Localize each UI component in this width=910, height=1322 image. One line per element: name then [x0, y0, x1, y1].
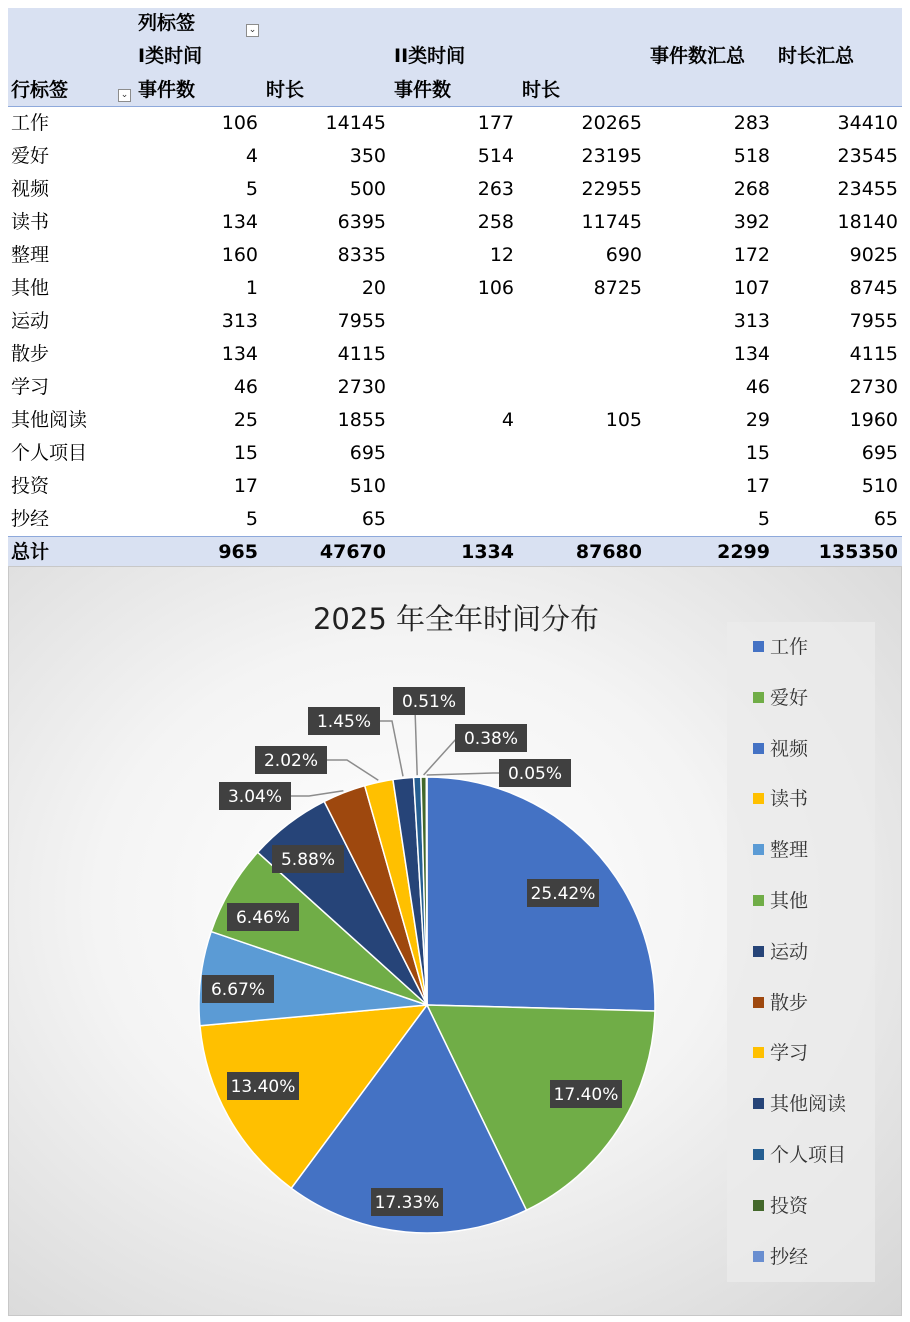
- cell-e1: 15: [233, 442, 258, 464]
- cell-e1: 25: [233, 409, 258, 431]
- legend-swatch: [753, 1098, 764, 1109]
- cell-dt: 23455: [837, 178, 898, 200]
- column-filter-dropdown-icon[interactable]: ⌄: [246, 24, 259, 37]
- data-label: [255, 746, 327, 774]
- legend-item[interactable]: [753, 632, 808, 660]
- data-label: [455, 724, 527, 752]
- cell-dt: 18140: [837, 211, 898, 233]
- legend-swatch: [753, 692, 764, 703]
- row-label: 爱好: [11, 145, 50, 167]
- leader-line: [289, 791, 343, 796]
- cell-et: 268: [733, 178, 770, 200]
- total-d2: 87680: [575, 541, 642, 563]
- legend-swatch: [753, 997, 764, 1008]
- legend-swatch: [753, 743, 764, 754]
- group2-header: II类时间: [394, 45, 466, 67]
- total-d1: 47670: [319, 541, 386, 563]
- pivot-row[interactable]: [8, 338, 902, 371]
- data-label: [227, 903, 299, 931]
- cell-dt: 34410: [837, 112, 898, 134]
- data-label-text: 3.04%: [227, 787, 283, 807]
- row-label: 个人项目: [11, 442, 88, 464]
- legend-item[interactable]: [753, 835, 808, 863]
- cell-e1: 313: [221, 310, 258, 332]
- legend-item[interactable]: [753, 1191, 808, 1219]
- cell-e1: 5: [245, 508, 258, 530]
- legend-item[interactable]: [753, 1140, 846, 1168]
- pivot-row[interactable]: [8, 503, 902, 536]
- row-label: 抄经: [11, 508, 50, 530]
- legend-label: 投资: [770, 1194, 809, 1217]
- column-labels-header: 列标签: [138, 12, 196, 34]
- legend-item[interactable]: [753, 1242, 808, 1270]
- row-label: 投资: [11, 475, 50, 497]
- cell-d2: 8725: [593, 277, 642, 299]
- data-label: [527, 879, 599, 907]
- leader-line: [424, 738, 457, 775]
- total-et: 2299: [717, 541, 770, 563]
- pie-slice[interactable]: [426, 777, 427, 1005]
- cell-e2: 514: [477, 145, 514, 167]
- pivot-table: [8, 8, 902, 568]
- cell-e1: 17: [233, 475, 258, 497]
- cell-d2: 22955: [581, 178, 642, 200]
- legend-swatch: [753, 793, 764, 804]
- cell-d1: 20: [361, 277, 386, 299]
- pivot-header: [8, 8, 902, 107]
- cell-d2: 105: [605, 409, 642, 431]
- cell-et: 392: [733, 211, 770, 233]
- pivot-row[interactable]: [8, 107, 902, 140]
- pivot-row[interactable]: [8, 206, 902, 239]
- legend-item[interactable]: [753, 937, 808, 965]
- cell-e2: 263: [477, 178, 514, 200]
- cell-d2: 20265: [581, 112, 642, 134]
- cell-e1: 4: [245, 145, 258, 167]
- cell-e1: 134: [221, 343, 258, 365]
- cell-d1: 14145: [325, 112, 386, 134]
- pivot-row[interactable]: [8, 305, 902, 338]
- cell-d1: 7955: [337, 310, 386, 332]
- legend-label: 爱好: [770, 686, 809, 709]
- cell-et: 15: [745, 442, 770, 464]
- legend-item[interactable]: [753, 784, 808, 812]
- cell-e1: 46: [233, 376, 258, 398]
- row-label: 运动: [11, 310, 50, 332]
- data-label: [308, 707, 380, 735]
- cell-e1: 5: [245, 178, 258, 200]
- cell-e2: 258: [477, 211, 514, 233]
- data-label: [393, 687, 465, 715]
- cell-e2: 12: [489, 244, 514, 266]
- legend-item[interactable]: [753, 683, 808, 711]
- legend-label: 其他: [770, 890, 809, 912]
- pivot-row[interactable]: [8, 140, 902, 173]
- cell-dt: 510: [861, 475, 898, 497]
- data-label-text: 1.45%: [316, 712, 372, 732]
- cell-et: 134: [733, 343, 770, 365]
- data-label-text: 17.33%: [374, 1193, 440, 1213]
- group1-duration-header: 时长: [266, 79, 305, 101]
- legend-label: 学习: [770, 1042, 809, 1065]
- legend-label: 抄经: [770, 1245, 809, 1268]
- row-label: 整理: [11, 244, 50, 266]
- cell-dt: 695: [861, 442, 898, 464]
- chart-legend: [727, 622, 875, 1282]
- data-label-text: 6.46%: [235, 908, 291, 928]
- total-e2: 1334: [461, 541, 514, 563]
- cell-d2: 11745: [581, 211, 642, 233]
- data-label-text: 5.88%: [280, 850, 336, 870]
- legend-swatch: [753, 641, 764, 652]
- cell-d1: 510: [349, 475, 386, 497]
- row-label: 其他阅读: [11, 409, 88, 431]
- legend-label: 个人项目: [770, 1144, 847, 1166]
- legend-label: 散步: [770, 991, 809, 1014]
- data-label: [272, 845, 344, 873]
- pivot-row[interactable]: [8, 173, 902, 206]
- cell-e2: 177: [477, 112, 514, 134]
- pivot-row[interactable]: [8, 404, 902, 437]
- data-label-text: 2.02%: [263, 751, 319, 771]
- group1-events-header: 事件数: [138, 79, 196, 101]
- legend-label: 整理: [770, 839, 809, 862]
- data-label-text: 0.38%: [463, 729, 519, 749]
- cell-dt: 8745: [849, 277, 898, 299]
- cell-et: 172: [733, 244, 770, 266]
- cell-dt: 7955: [849, 310, 898, 332]
- legend-label: 工作: [770, 636, 809, 658]
- cell-d1: 350: [349, 145, 386, 167]
- data-label: [550, 1080, 622, 1108]
- cell-et: 283: [733, 112, 770, 134]
- pivot-row[interactable]: [8, 272, 902, 305]
- cell-e1: 134: [221, 211, 258, 233]
- data-label-text: 13.40%: [230, 1077, 296, 1097]
- legend-label: 其他阅读: [770, 1093, 847, 1116]
- data-label: [202, 975, 274, 1003]
- data-label: [499, 759, 571, 787]
- cell-d1: 8335: [337, 244, 386, 266]
- pivot-row[interactable]: [8, 371, 902, 404]
- cell-et: 107: [733, 277, 770, 299]
- row-label: 学习: [11, 376, 50, 398]
- cell-et: 29: [745, 409, 770, 431]
- cell-e1: 1: [245, 277, 258, 299]
- row-label: 散步: [11, 343, 50, 365]
- total-e1: 965: [218, 541, 258, 563]
- legend-swatch: [753, 946, 764, 957]
- duration-total-header: 时长汇总: [778, 45, 855, 67]
- data-label: [219, 782, 291, 810]
- total-label: 总计: [11, 541, 50, 563]
- chart-title: 2025 年全年时间分布: [312, 602, 600, 636]
- row-label: 工作: [11, 112, 50, 134]
- legend-item[interactable]: [753, 734, 808, 762]
- legend-swatch: [753, 1047, 764, 1058]
- cell-d1: 4115: [337, 343, 386, 365]
- pivot-row[interactable]: [8, 437, 902, 470]
- cell-et: 17: [745, 475, 770, 497]
- cell-d1: 65: [361, 508, 386, 530]
- data-label: [371, 1188, 443, 1216]
- data-label-text: 17.40%: [553, 1085, 619, 1105]
- legend-item[interactable]: [753, 886, 808, 914]
- pivot-row[interactable]: [8, 470, 902, 503]
- legend-swatch: [753, 844, 764, 855]
- cell-d2: 690: [605, 244, 642, 266]
- leader-line: [427, 773, 501, 775]
- group2-events-header: 事件数: [394, 79, 452, 101]
- cell-d1: 695: [349, 442, 386, 464]
- row-label: 其他: [11, 277, 50, 299]
- cell-e2: 106: [477, 277, 514, 299]
- legend-item[interactable]: [753, 1089, 846, 1117]
- leader-line: [378, 721, 403, 776]
- data-label: [227, 1072, 299, 1100]
- group2-duration-header: 时长: [522, 79, 561, 101]
- pivot-total-row[interactable]: [8, 536, 902, 568]
- cell-dt: 65: [873, 508, 898, 530]
- cell-d1: 2730: [337, 376, 386, 398]
- cell-d1: 6395: [337, 211, 386, 233]
- data-label-text: 0.05%: [507, 764, 563, 784]
- cell-d1: 500: [349, 178, 386, 200]
- row-labels-header: 行标签: [11, 79, 69, 101]
- data-label-text: 0.51%: [401, 692, 457, 712]
- pie-chart[interactable]: [8, 566, 902, 1316]
- legend-swatch: [753, 1149, 764, 1160]
- data-label-text: 25.42%: [530, 884, 596, 904]
- data-label-text: 6.67%: [210, 980, 266, 1000]
- cell-e1: 106: [221, 112, 258, 134]
- leader-line: [325, 760, 378, 780]
- cell-dt: 4115: [849, 343, 898, 365]
- legend-swatch: [753, 895, 764, 906]
- cell-e1: 160: [221, 244, 258, 266]
- legend-swatch: [753, 1200, 764, 1211]
- cell-dt: 23545: [837, 145, 898, 167]
- cell-et: 313: [733, 310, 770, 332]
- pivot-body: [8, 107, 902, 536]
- legend-label: 读书: [770, 788, 809, 811]
- events-total-header: 事件数汇总: [650, 45, 746, 67]
- legend-label: 运动: [770, 940, 809, 963]
- pivot-row[interactable]: [8, 239, 902, 272]
- cell-d1: 1855: [337, 409, 386, 431]
- cell-e2: 4: [501, 409, 514, 431]
- cell-et: 518: [733, 145, 770, 167]
- legend-swatch: [753, 1251, 764, 1262]
- cell-et: 5: [757, 508, 770, 530]
- legend-item[interactable]: [753, 1038, 808, 1066]
- legend-label: 视频: [770, 737, 809, 760]
- group1-header: I类时间: [138, 45, 203, 67]
- row-label: 视频: [11, 178, 50, 200]
- row-filter-dropdown-icon[interactable]: ⌄: [118, 89, 131, 102]
- cell-dt: 9025: [849, 244, 898, 266]
- cell-dt: 2730: [849, 376, 898, 398]
- row-label: 读书: [11, 211, 50, 233]
- total-dt: 135350: [818, 541, 898, 563]
- legend-item[interactable]: [753, 988, 808, 1016]
- cell-et: 46: [745, 376, 770, 398]
- cell-dt: 1960: [849, 409, 898, 431]
- cell-d2: 23195: [581, 145, 642, 167]
